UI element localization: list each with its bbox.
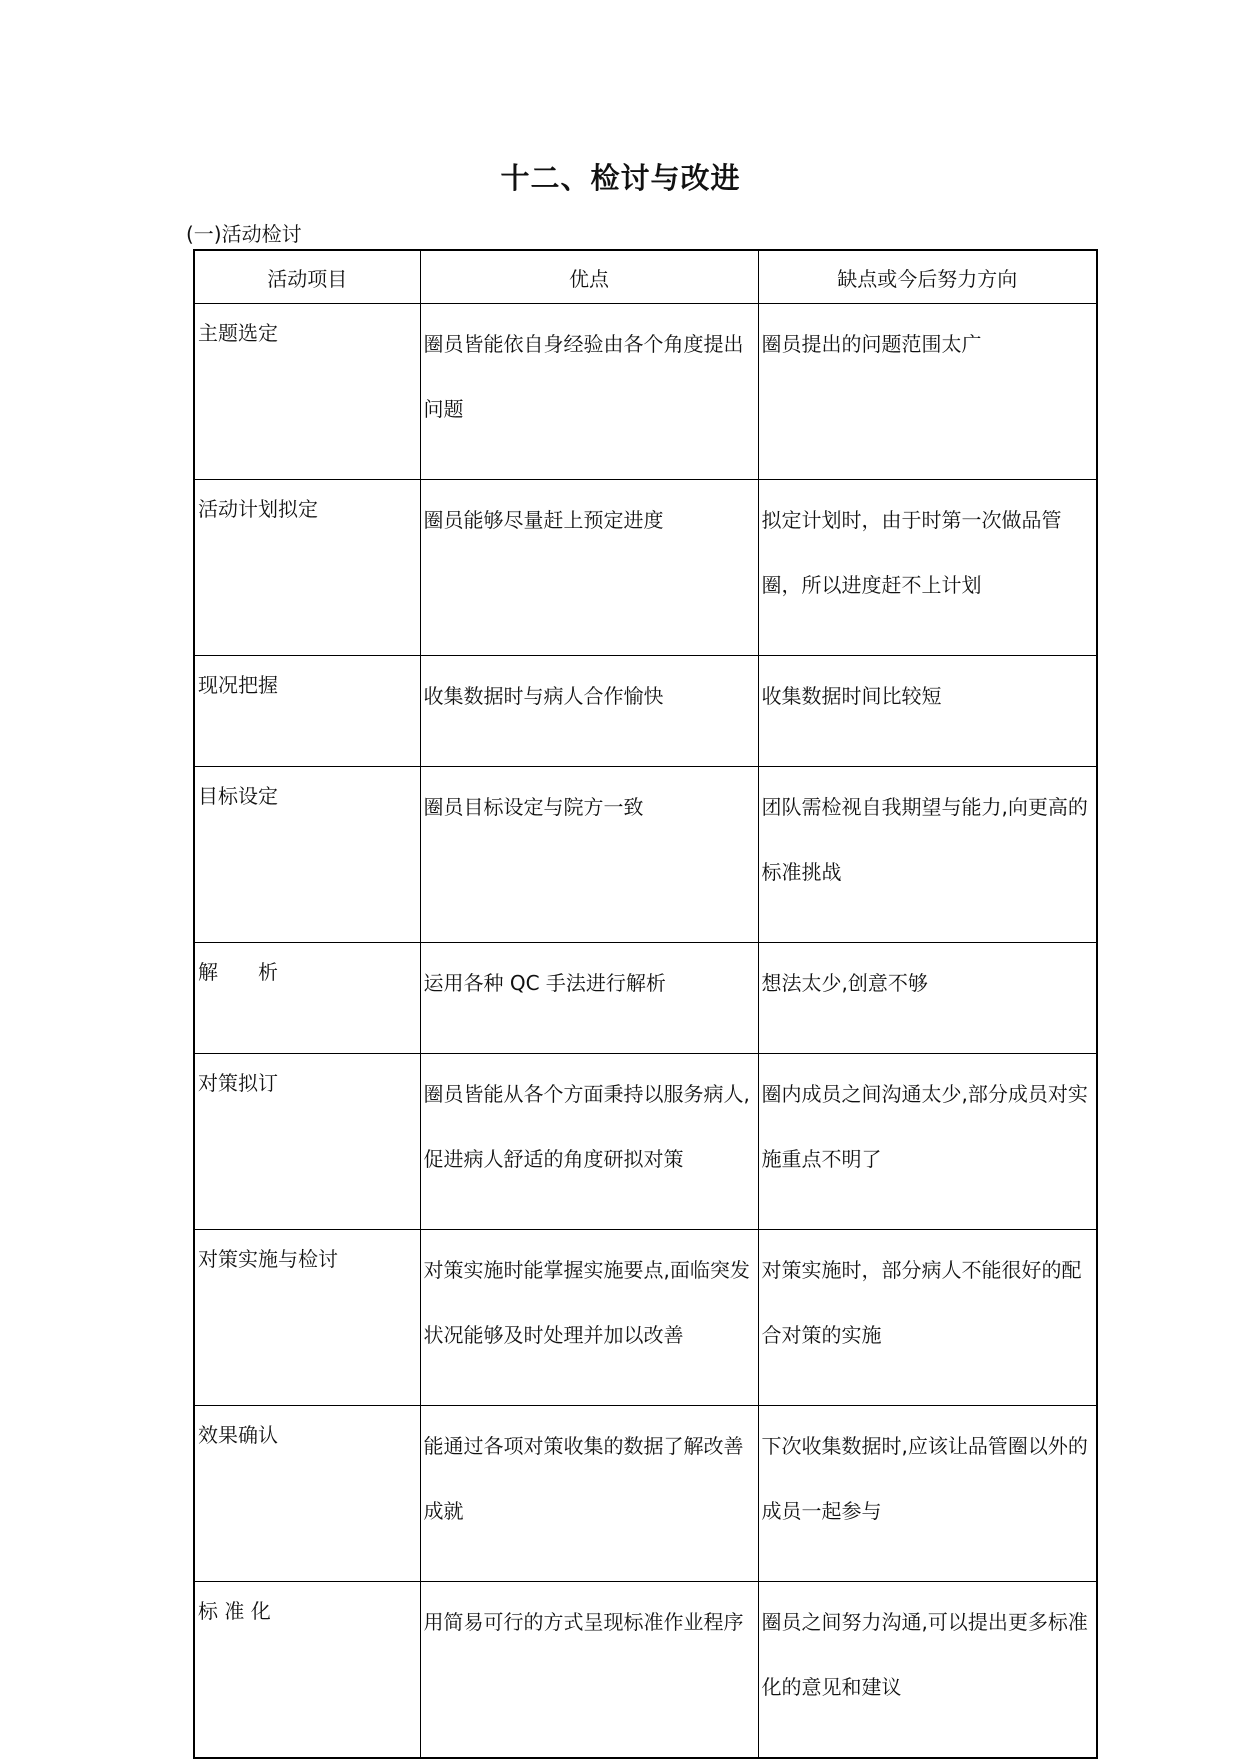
advantage-text: 圈员能够尽量赶上预定进度 (423, 508, 664, 532)
advantage-text: 运用各种 QC 手法进行解析 (423, 971, 666, 995)
table-body (194, 304, 1097, 1759)
improvement-cell (758, 1054, 1097, 1230)
advantage-text: 圈员皆能从各个方面秉持以服务病人,促进病人舒适的角度研拟对策 (423, 1082, 750, 1171)
improvement-cell (758, 767, 1097, 943)
section-heading: (一)活动检讨 (186, 222, 302, 246)
improvement-text: 圈内成员之间沟通太少,部分成员对实施重点不明了 (761, 1082, 1088, 1171)
page-title: 十二、检讨与改进 (500, 161, 741, 195)
advantage-text: 圈员目标设定与院方一致 (423, 795, 644, 819)
table-header (194, 250, 1097, 304)
advantage-cell (420, 1054, 758, 1230)
activity-item-cell: 解 析 (194, 943, 420, 1054)
advantage-cell (420, 480, 758, 656)
advantage-text: 能通过各项对策收集的数据了解改善成就 (423, 1434, 744, 1523)
activity-item-cell: 对策拟订 (194, 1054, 420, 1230)
advantage-text: 用简易可行的方式呈现标准作业程序 (423, 1610, 744, 1634)
header-improvement: 缺点或今后努力方向 (758, 250, 1097, 304)
table-row (194, 1054, 1097, 1230)
table-row (194, 1406, 1097, 1582)
table-row (194, 1582, 1097, 1759)
review-table (193, 249, 1098, 1759)
table-row (194, 656, 1097, 767)
improvement-text: 圈员提出的问题范围太广 (761, 332, 982, 356)
improvement-cell (758, 1582, 1097, 1759)
advantage-text: 收集数据时与病人合作愉快 (423, 684, 664, 708)
table-row (194, 480, 1097, 656)
improvement-cell (758, 943, 1097, 1054)
header-row (194, 250, 1097, 304)
improvement-text: 拟定计划时，由于时第一次做品管圈，所以进度赶不上计划 (761, 508, 1062, 597)
improvement-cell (758, 1230, 1097, 1406)
advantage-cell (420, 1582, 758, 1759)
table-row (194, 767, 1097, 943)
improvement-text: 团队需检视自我期望与能力,向更高的标准挑战 (761, 795, 1088, 884)
advantage-cell (420, 1230, 758, 1406)
advantage-cell (420, 304, 758, 480)
improvement-text: 下次收集数据时,应该让品管圈以外的成员一起参与 (761, 1434, 1088, 1523)
activity-item-cell: 对策实施与检讨 (194, 1230, 420, 1406)
table-row (194, 304, 1097, 480)
advantage-text: 对策实施时能掌握实施要点,面临突发状况能够及时处理并加以改善 (423, 1258, 750, 1347)
table-row (194, 1230, 1097, 1406)
advantage-cell (420, 943, 758, 1054)
improvement-cell (758, 480, 1097, 656)
table-row (194, 943, 1097, 1054)
activity-item-cell: 活动计划拟定 (194, 480, 420, 656)
advantage-cell (420, 767, 758, 943)
advantage-cell (420, 1406, 758, 1582)
activity-item-cell: 效果确认 (194, 1406, 420, 1582)
activity-item-cell: 标 准 化 (194, 1582, 420, 1759)
improvement-cell (758, 656, 1097, 767)
advantage-text: 圈员皆能依自身经验由各个角度提出问题 (423, 332, 744, 421)
improvement-text: 想法太少,创意不够 (761, 971, 928, 995)
advantage-cell (420, 656, 758, 767)
activity-item-cell: 现况把握 (194, 656, 420, 767)
improvement-text: 收集数据时间比较短 (761, 684, 942, 708)
activity-item-cell: 主题选定 (194, 304, 420, 480)
improvement-cell (758, 1406, 1097, 1582)
improvement-text: 圈员之间努力沟通,可以提出更多标准化的意见和建议 (761, 1610, 1088, 1699)
header-advantage: 优点 (420, 250, 758, 304)
activity-item-cell: 目标设定 (194, 767, 420, 943)
improvement-text: 对策实施时，部分病人不能很好的配合对策的实施 (761, 1258, 1082, 1347)
header-activity-item: 活动项目 (194, 250, 420, 304)
improvement-cell (758, 304, 1097, 480)
